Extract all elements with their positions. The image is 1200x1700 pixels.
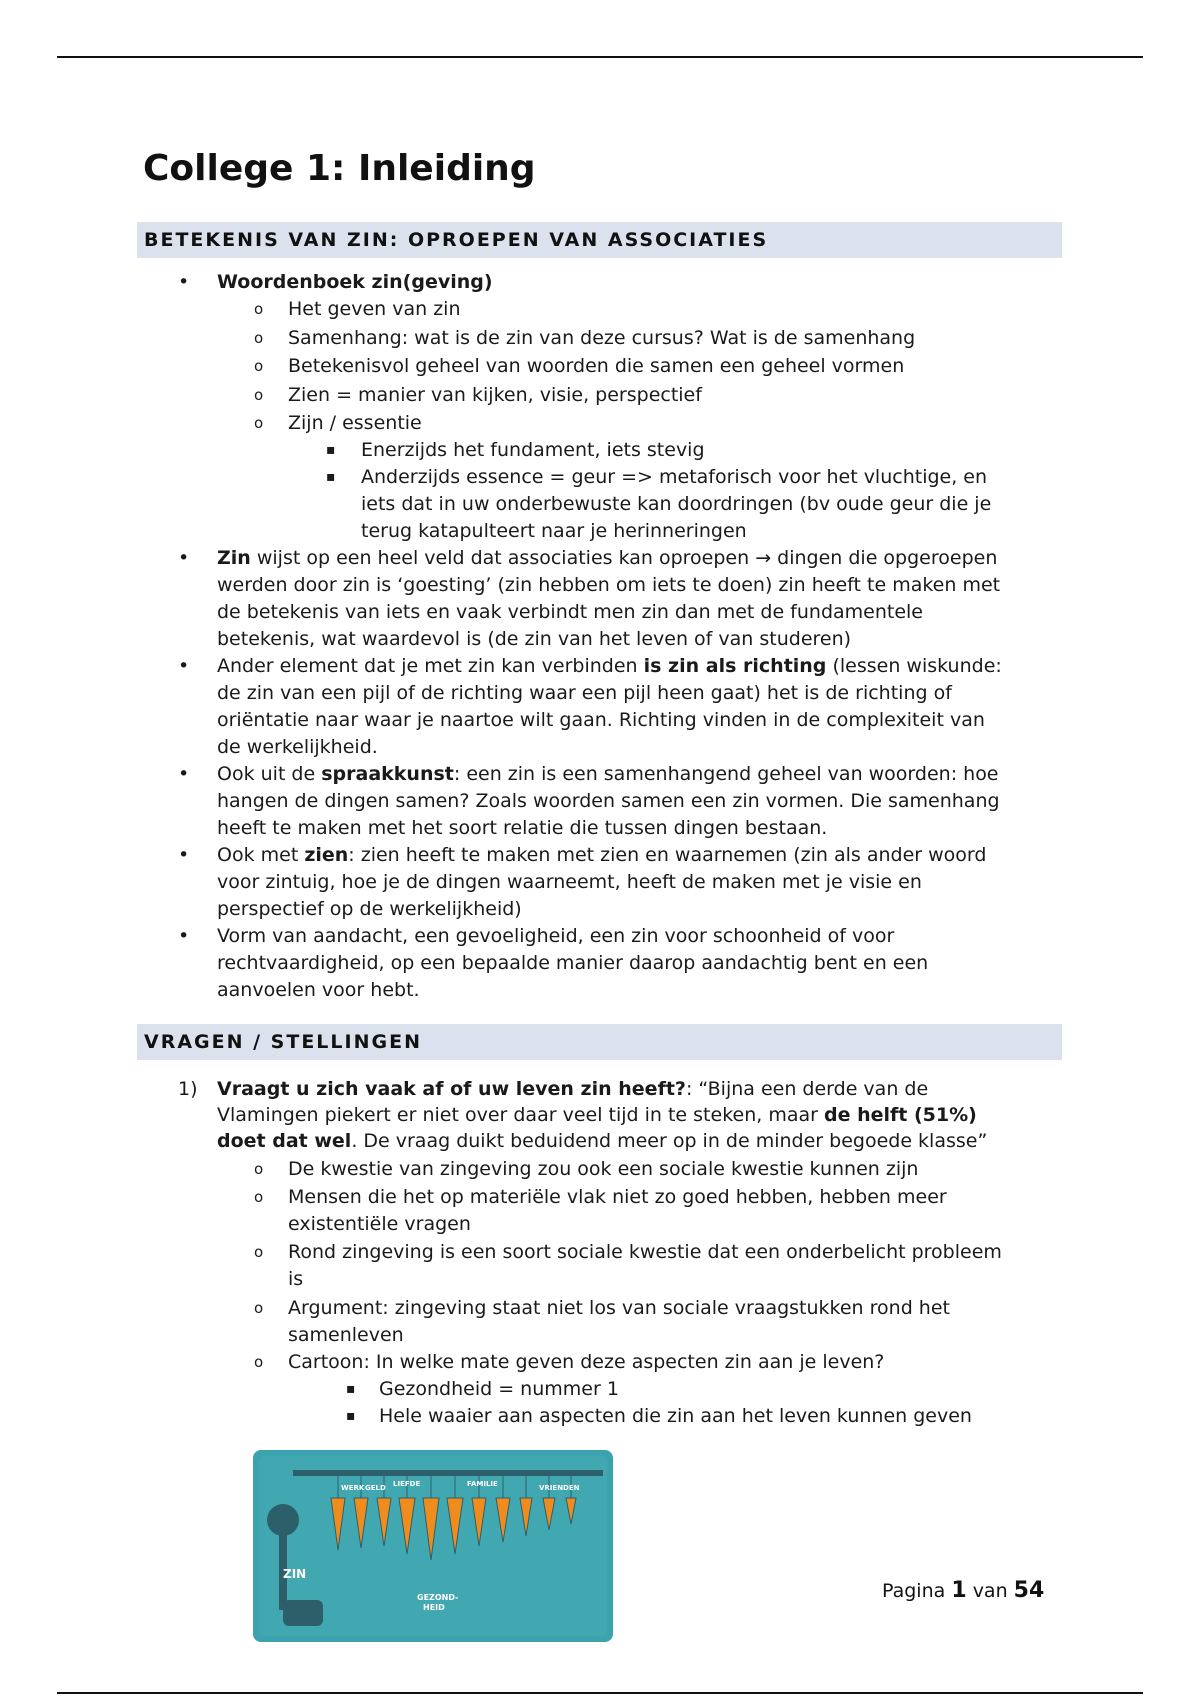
list-item-continued: heeft te maken met het soort relatie die tussen dingen bestaan. (217, 817, 828, 839)
list-item: Het geven van zin (288, 298, 461, 320)
list-item: Betekenisvol geheel van woorden die samen een geheel vormen (288, 355, 905, 377)
sub-bullet: o (254, 386, 264, 404)
list-item: Enerzijds het fundament, iets stevig (361, 439, 705, 461)
list-item-spraakkunst: Ook uit de spraakkunst: een zin is een samenhangend geheel van woorden: hoe (217, 763, 999, 785)
list-item-continued: betekenis, wat waardevol is (de zin van het leven of van studeren) (217, 628, 852, 650)
list-item-aandacht: Vorm van aandacht, een gevoeligheid, een zin voor schoonheid of voor (217, 925, 895, 947)
list-item: Zien = manier van kijken, visie, perspectief (288, 384, 702, 406)
list-number: 1) (178, 1078, 198, 1100)
sub-bullet: o (254, 300, 264, 318)
square-bullet: ▪ (346, 1381, 356, 1397)
list-item-continued: aanvoelen voor hebt. (217, 979, 420, 1001)
sub-bullet: o (254, 1188, 264, 1206)
section-heading-vragen: VRAGEN / STELLINGEN (137, 1024, 1062, 1060)
cartoon-label: GEZOND- (417, 1593, 459, 1602)
square-bullet: ▪ (326, 442, 336, 458)
footer-label: van (972, 1580, 1008, 1602)
sub-bullet: o (254, 1243, 264, 1261)
list-item-continued: existentiële vragen (288, 1213, 471, 1235)
list-item-continued: samenleven (288, 1324, 404, 1346)
sub-bullet: o (254, 329, 264, 347)
bullet-dot: • (178, 271, 190, 293)
list-item-continued: de werkelijkheid. (217, 736, 378, 758)
list-item: Zijn / essentie (288, 412, 422, 434)
cartoon-label: HEID (423, 1603, 445, 1612)
list-item-continued: perspectief op de werkelijkheid) (217, 898, 522, 920)
square-bullet: ▪ (326, 469, 336, 485)
bullet-dot: • (178, 547, 190, 569)
section-heading-betekenis: BETEKENIS VAN ZIN: OPROEPEN VAN ASSOCIATIES (137, 222, 1062, 258)
list-item-richting: Ander element dat je met zin kan verbinden is zin als richting (lessen wiskunde: (217, 655, 1002, 677)
list-item-continued: voor zintuig, hoe je de dingen waarneemt, heeft de maken met je visie en (217, 871, 922, 893)
list-item-zien: Ook met zien: zien heeft te maken met zien en waarnemen (zin als ander woord (217, 844, 987, 866)
list-item-continued: de zin van een pijl of de richting waar een pijl heen gaat) het is de richting of (217, 682, 952, 704)
sub-bullet: o (254, 1353, 264, 1371)
list-item: Argument: zingeving staat niet los van sociale vraagstukken rond het (288, 1297, 950, 1319)
sub-bullet: o (254, 357, 264, 375)
bullet-dot: • (178, 763, 190, 785)
list-item: Rond zingeving is een soort sociale kwestie dat een onderbelicht probleem (288, 1241, 1002, 1263)
sub-bullet: o (254, 414, 264, 432)
cartoon-label: LIEFDE (393, 1480, 421, 1488)
list-item: Samenhang: wat is de zin van deze cursus? Wat is de samenhang (288, 327, 916, 349)
list-item-continued: hangen de dingen samen? Zoals woorden samen een zin vormen. Die samenhang (217, 790, 1000, 812)
question-1-continued: Vlamingen piekert er niet over daar veel tijd in te steken, maar de helft (51%) (217, 1104, 977, 1126)
page-title: College 1: Inleiding (143, 148, 536, 189)
cartoon-label: WERK (341, 1484, 365, 1492)
page-number (882, 1578, 1044, 1603)
top-rule (57, 56, 1143, 58)
cartoon-label: ZIN (283, 1567, 307, 1581)
square-bullet: ▪ (346, 1408, 356, 1424)
list-item: Anderzijds essence = geur => metaforisch voor het vluchtige, en (361, 466, 988, 488)
bullet-dot: • (178, 844, 190, 866)
list-item: De kwestie van zingeving zou ook een sociale kwestie kunnen zijn (288, 1158, 919, 1180)
cartoon-label: FAMILIE (467, 1480, 498, 1488)
hanging-bar (293, 1470, 603, 1476)
list-item: Gezondheid = nummer 1 (379, 1378, 619, 1400)
list-item-zin: Zin wijst op een heel veld dat associaties kan oproepen → dingen die opgeroepen (217, 547, 998, 569)
list-item: Mensen die het op materiële vlak niet zo goed hebben, hebben meer (288, 1186, 947, 1208)
cartoon-svg (253, 1450, 613, 1642)
list-item-continued: is (288, 1268, 304, 1290)
list-item: Cartoon: In welke mate geven deze aspecten zin aan je leven? (288, 1351, 885, 1373)
total-pages: 54 (1013, 1578, 1045, 1603)
current-page: 1 (951, 1578, 967, 1603)
list-item-continued: werden door zin is ‘goesting’ (zin hebben om iets te doen) zin heeft te maken met (217, 574, 1001, 596)
list-item-continued: rechtvaardigheid, op een bepaalde manier daarop aandachtig bent en een (217, 952, 929, 974)
bullet-dot: • (178, 655, 190, 677)
list-item-continued: terug katapulteert naar je herinneringen (361, 520, 747, 542)
sub-bullet: o (254, 1299, 264, 1317)
list-item-continued: iets dat in uw onderbewuste kan doordringen (bv oude geur die je (361, 493, 992, 515)
question-1-continued: doet dat wel. De vraag duikt beduidend meer op in de minder begoede klasse” (217, 1130, 988, 1152)
cartoon-label: GELD (365, 1484, 386, 1492)
list-item-woordenboek: Woordenboek zin(geving) (217, 271, 493, 293)
cartoon-label: VRIENDEN (539, 1484, 580, 1492)
question-1: Vraagt u zich vaak af of uw leven zin heeft?: “Bijna een derde van de (217, 1078, 929, 1100)
list-item-continued: oriëntatie naar waar je naartoe wilt gaan. Richting vinden in de complexiteit van (217, 709, 985, 731)
sub-bullet: o (254, 1160, 264, 1178)
bottom-rule (57, 1692, 1143, 1694)
cartoon-illustration (253, 1450, 613, 1642)
list-item: Hele waaier aan aspecten die zin aan het leven kunnen geven (379, 1405, 972, 1427)
footer-label: Pagina (882, 1580, 946, 1602)
list-item-continued: de betekenis van iets en vaak verbindt men zin dan met de fundamentele (217, 601, 923, 623)
bullet-dot: • (178, 925, 190, 947)
